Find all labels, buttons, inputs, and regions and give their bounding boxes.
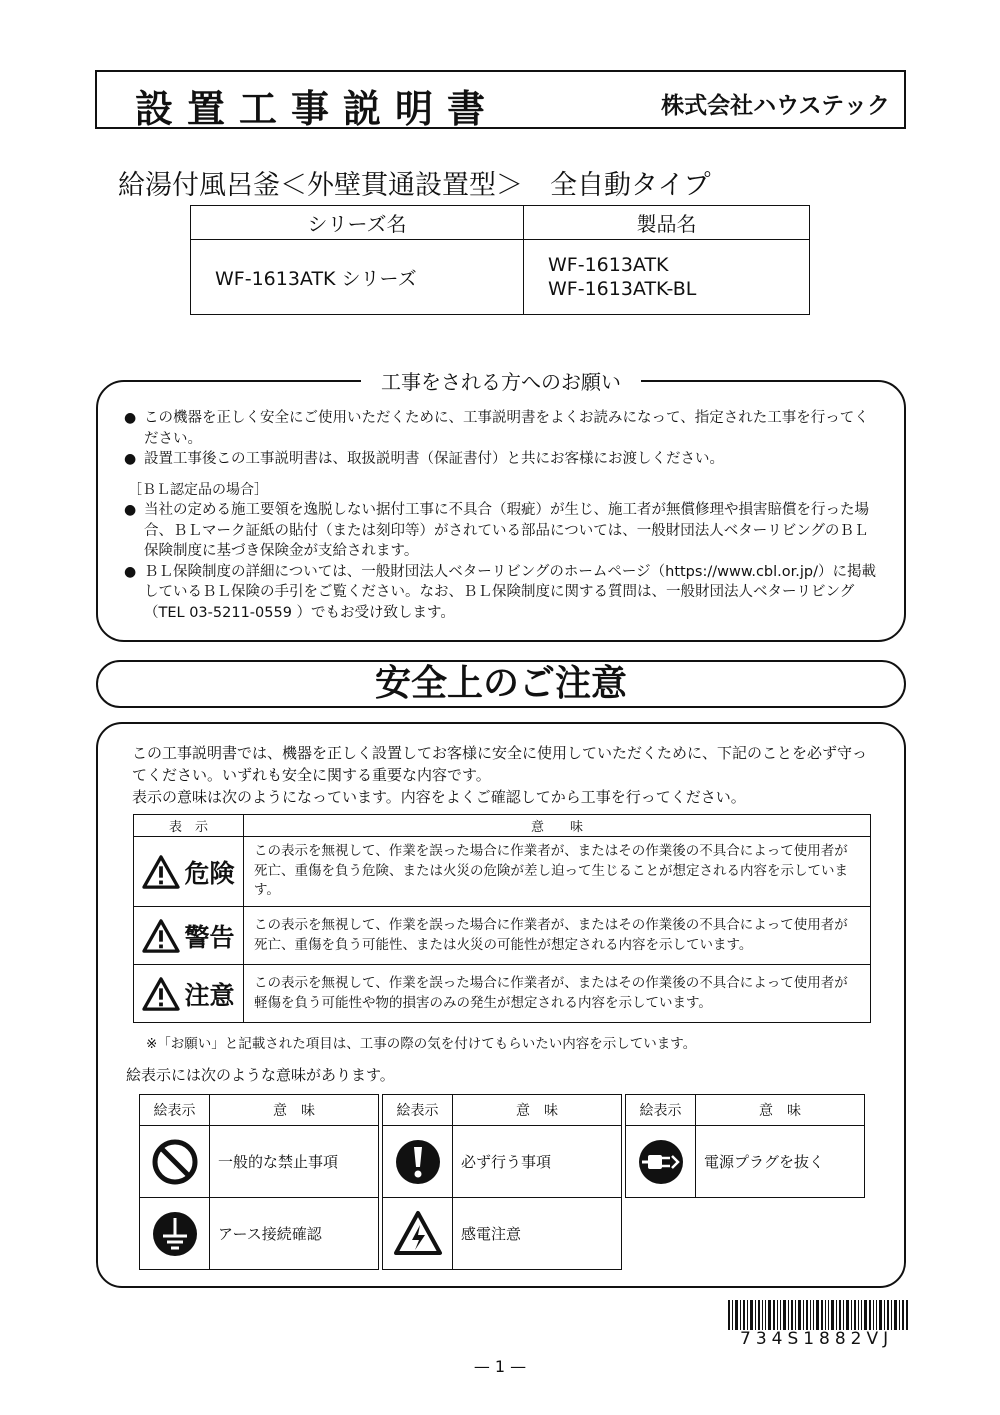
safety-section	[96, 722, 906, 1288]
company-name: 株式会社ハウステック	[661, 93, 890, 119]
request-note: ※「お願い」と記載された項目は、工事の際の気を付けてもらいたい内容を示しています。	[146, 1036, 697, 1052]
document-header	[95, 70, 906, 129]
bl-item: ● ＢＬ保険制度の詳細については、一般財団法人ベターリビングのホームページ（https://www.cbl.or.jp/）に掲載しているＢＬ保険の手引をご覧ください。なお、ＢＬ保険制度に関する質問は、一般財団法人ベターリビング（TEL 03-5211-0559 ）でもお受け致します。	[124, 562, 880, 624]
warning-triangle-icon	[142, 919, 180, 953]
pictogram-meaning-header: 意 味	[453, 1095, 622, 1126]
pictogram-label: 電源プラグを抜く	[696, 1126, 865, 1198]
meaning-column-header: 意 味	[244, 815, 871, 837]
pictogram-table	[382, 1094, 622, 1270]
ground-icon	[150, 1209, 200, 1259]
pictogram-column-header: 絵表示	[383, 1095, 453, 1126]
safety-intro: この工事説明書では、機器を正しく設置してお客様に安全に使用していただくために、下記のことを必ず守ってください。いずれも安全に関する重要な内容です。	[132, 744, 868, 784]
bl-item: ● 当社の定める施工要領を逸脱しない据付工事に不具合（瑕疵）が生じ、施工者が無償修理や損害賠償を行った場合、ＢＬマーク証紙の貼付（または刻印等）がされている部品については、一般財団法人ベターリビングのＢＬ保険制度に基づき保険金が支給されます。	[124, 500, 880, 562]
safety-intro: 表示の意味は次のようになっています。内容をよくご確認してから工事を行ってください。	[132, 788, 746, 806]
pictogram-label: 感電注意	[453, 1198, 622, 1270]
unplug-icon	[636, 1137, 686, 1187]
page-number: — 1 —	[473, 1357, 527, 1376]
warning-triangle-icon	[142, 855, 180, 889]
product-heading: 給湯付風呂釜＜外壁貫通設置型＞ 全自動タイプ	[118, 170, 711, 201]
danger-meaning: この表示を無視して、作業を誤った場合に作業者が、またはその作業後の不具合によって使用者が死亡、重傷を負う危険、または火災の危険が差し迫って生じることが想定される内容を示しています。	[244, 837, 871, 907]
series-column-header: シリーズ名	[191, 206, 524, 240]
pictogram-meaning-header: 意 味	[696, 1095, 865, 1126]
bl-heading: ［ＢＬ認定品の場合］	[128, 481, 268, 498]
pictogram-column-header: 絵表示	[626, 1095, 696, 1126]
warning-meaning: この表示を無視して、作業を誤った場合に作業者が、またはその作業後の不具合によって使用者が死亡、重傷を負う可能性、または火災の可能性が想定される内容を示しています。	[244, 907, 871, 965]
model-name: WF-1613ATK-BL	[548, 278, 697, 300]
pictogram-table	[139, 1094, 379, 1270]
danger-label: 危険	[184, 858, 235, 888]
barcode-text: 734S1882VJ	[740, 1329, 894, 1349]
document-title: 設置工事説明書	[135, 87, 500, 131]
prohibition-icon	[150, 1137, 200, 1187]
warning-label: 警告	[184, 922, 235, 952]
caution-meaning: この表示を無視して、作業を誤った場合に作業者が、またはその作業後の不具合によって使用者が軽傷を負う可能性や物的損害のみの発生が想定される内容を示しています。	[244, 965, 871, 1023]
signal-word-table	[133, 814, 871, 1023]
pictogram-meaning-header: 意 味	[210, 1095, 379, 1126]
display-column-header: 表 示	[134, 815, 244, 837]
safety-banner: 安全上のご注意	[96, 660, 906, 708]
installer-request-section	[96, 370, 906, 642]
pictogram-intro: 絵表示には次のような意味があります。	[126, 1066, 395, 1084]
mandatory-icon	[393, 1137, 443, 1187]
series-name: WF-1613ATK シリーズ	[191, 240, 524, 315]
request-item: ● この機器を正しく安全にご使用いただくために、工事説明書をよくお読みになって、指定された工事を行ってください。	[124, 408, 880, 449]
model-name: WF-1613ATK	[548, 254, 669, 276]
pictogram-label: アース接続確認	[210, 1198, 379, 1270]
caution-label: 注意	[184, 980, 235, 1010]
barcode	[728, 1300, 908, 1330]
request-item: ● 設置工事後この工事説明書は、取扱説明書（保証書付）と共にお客様にお渡しください。	[124, 449, 880, 470]
pictogram-label: 一般的な禁止事項	[210, 1126, 379, 1198]
pictogram-column-header: 絵表示	[140, 1095, 210, 1126]
pictogram-label: 必ず行う事項	[453, 1126, 622, 1198]
product-table	[190, 205, 810, 315]
request-title: 工事をされる方へのお願い	[361, 370, 641, 394]
model-column-header: 製品名	[524, 206, 810, 240]
pictogram-table	[625, 1094, 865, 1270]
warning-triangle-icon	[142, 977, 180, 1011]
model-names	[524, 240, 810, 315]
electric-shock-icon	[393, 1209, 443, 1259]
